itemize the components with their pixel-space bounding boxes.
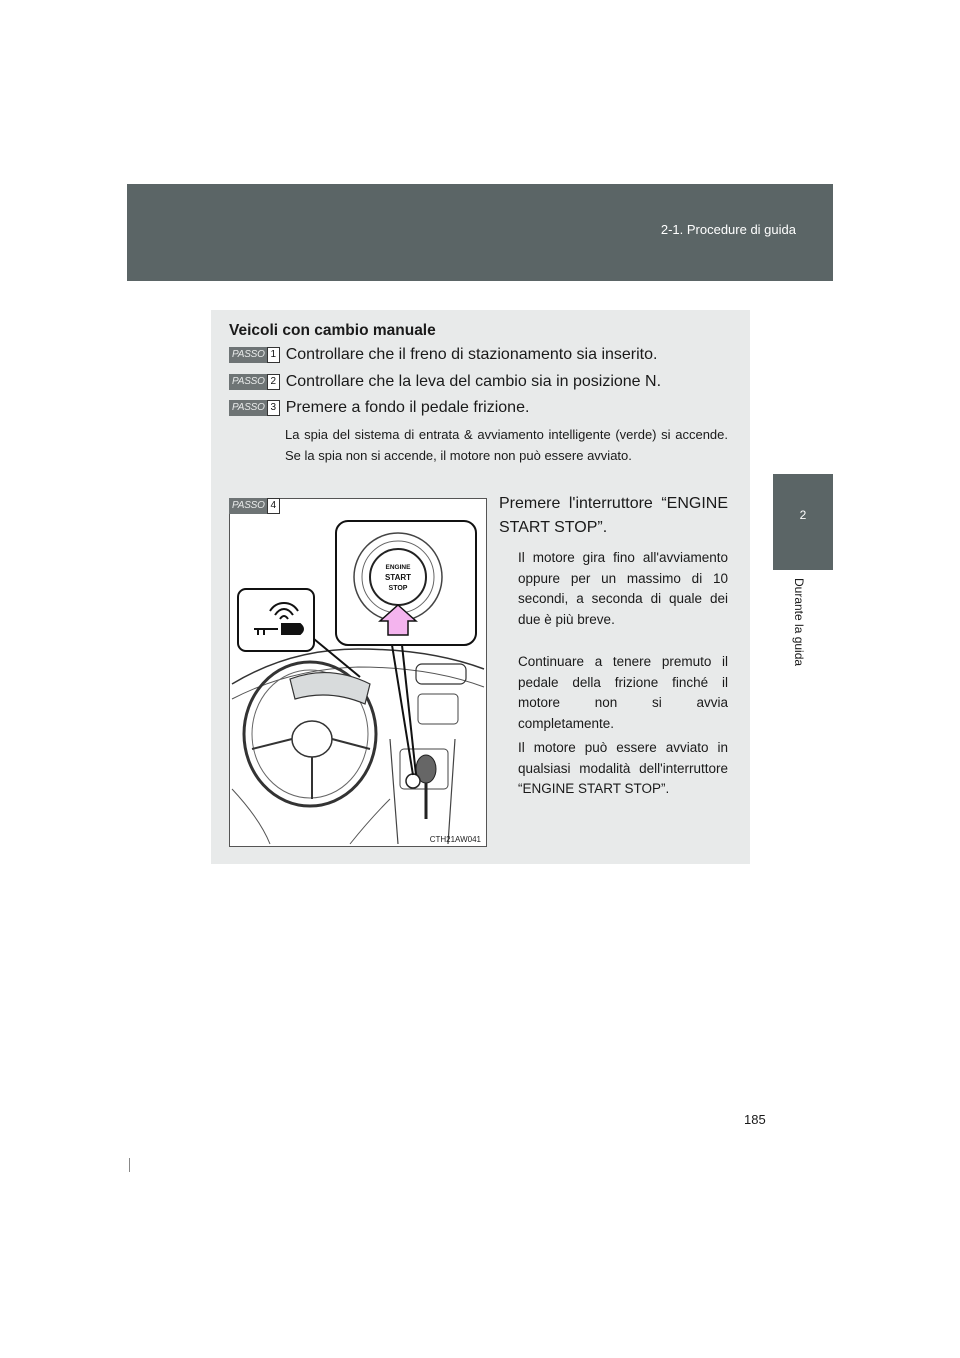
- step-4-note-3: Il motore può essere avviato in qualsiasi modalità dell'interruttore “ENGINE START STOP”.: [518, 740, 728, 796]
- illustration-caption: CTH21AW041: [429, 835, 481, 844]
- step-number: 4: [267, 498, 280, 514]
- step-4-note-1: Il motore gira fino all'avviamento oppure per un massimo di 10 secondi, a seconda di quale dei due è più breve.: [518, 550, 728, 627]
- button-line-3: STOP: [388, 585, 408, 592]
- chapter-label: Durante la guida: [792, 578, 806, 667]
- step-4-note-2: Continuare a tenere premuto il pedale della frizione finché il motore non si avvia completamente.: [518, 654, 728, 731]
- margin-mark: [129, 1158, 130, 1172]
- page-number: 185: [744, 1112, 766, 1127]
- step-badge: [229, 498, 280, 514]
- step-word: PASSO: [229, 498, 267, 514]
- step-2: [229, 373, 661, 391]
- step-text: Controllare che il freno di stazionamento sia inserito.: [285, 346, 658, 363]
- dashboard-drawing: [230, 499, 486, 846]
- section-heading: Veicoli con cambio manuale: [229, 322, 436, 339]
- step-word: PASSO: [229, 400, 267, 416]
- chapter-header: [127, 184, 833, 281]
- step-1: [229, 346, 657, 364]
- step-word: PASSO: [229, 374, 267, 390]
- dashboard-illustration: [229, 498, 487, 847]
- step-word: PASSO: [229, 347, 267, 363]
- button-line-1: ENGINE: [385, 564, 411, 571]
- step-number: 1: [267, 347, 280, 363]
- step-number: 2: [267, 374, 280, 390]
- section-title-header: 2-1. Procedure di guida: [660, 222, 796, 237]
- step-badge: [229, 347, 280, 363]
- step-4-text: Premere l'interruttore “ENGINE START STOP”.: [499, 495, 728, 536]
- step-badge: [229, 400, 280, 416]
- chapter-number: 2: [799, 508, 807, 522]
- step-text: Premere a fondo il pedale frizione.: [285, 399, 530, 416]
- chapter-tab: [773, 474, 833, 570]
- step-3: [229, 399, 529, 417]
- button-line-2: START: [384, 573, 412, 582]
- instruction-panel: [211, 310, 750, 864]
- step-4-badge-row: [229, 498, 286, 514]
- step-3-note: La spia del sistema di entrata & avviamento intelligente (verde) si accende. Se la spia non si accende, il motore non può essere avviato.: [285, 427, 728, 463]
- step-badge: [229, 374, 280, 390]
- step-text: Controllare che la leva del cambio sia in posizione N.: [285, 373, 662, 390]
- step-number: 3: [267, 400, 280, 416]
